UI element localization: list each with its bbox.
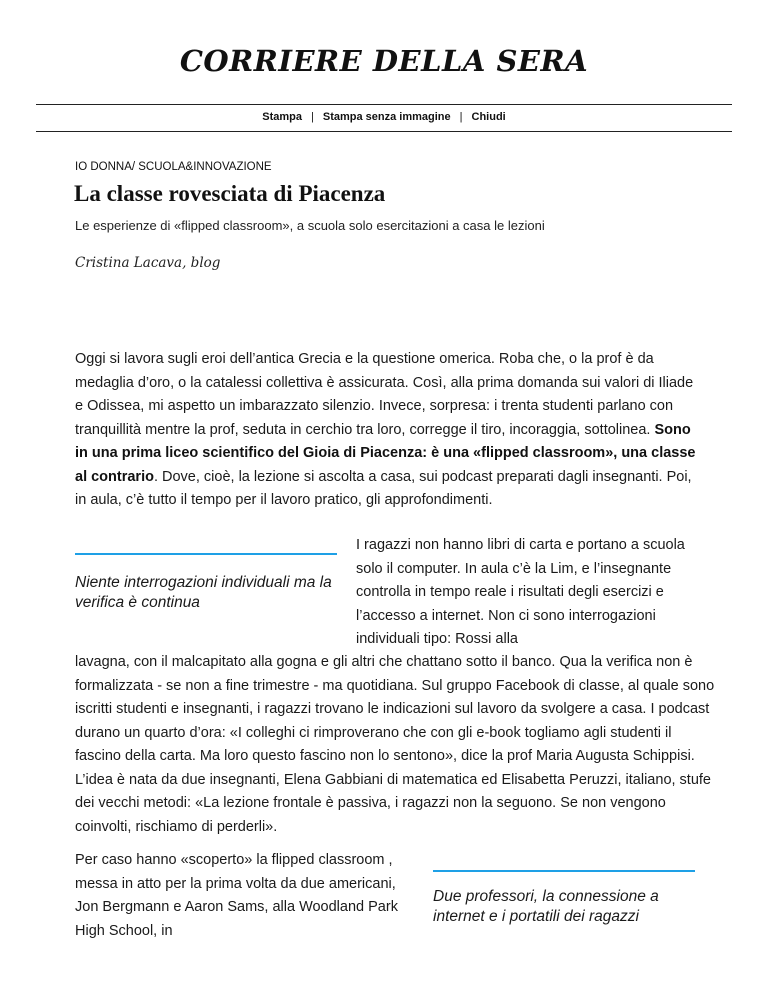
article-paragraph-2-start: I ragazzi non hanno libri di carta e portano a scuola solo il computer. In aula c’è la Lim, e l’insegnante controlla in tempo reale i risultati degli esercizi e l’accesso a internet. Non ci sono interrogazioni individuali tipo: Rossi alla [356,537,685,647]
print-toolbar [0,111,768,123]
print-without-image-link[interactable]: Stampa senza immagine [322,111,451,123]
article-paragraph-1 [75,348,700,513]
section-label: IO DONNA/ SCUOLA&INNOVAZIONE [75,161,272,173]
paragraph-text: Oggi si lavora sugli eroi dell’antica Grecia e la questione omerica. Roba che, o la prof è da medaglia d’oro, o la catalessi collettiva è assicurata. Così, alla prima domanda sui valori di Iliade e Odissea, mi aspetto un imbarazzato silenzio. Invece, sorpresa: i trenta studenti parlano con tranquillità mentre la prof, seduta in cerchio tra loro, corregge il tiro, incoraggia, sottolinea. [75,351,694,438]
article-paragraph-2-rest: lavagna, con il malcapitato alla gogna e gli altri che chattano sotto il banco. Qua la verifica non è formalizzata - se non a fine trimestre - ma quotidiana. Sul gruppo Facebook di classe, al quale sono iscritti studenti e insegnanti, i ragazzi trovano le indicazioni sul lavoro da svolgere a casa. I podcast durano un quarto d’ora: «I colleghi ci rimproverano che con gli e-book togliamo agli studenti il fascino della carta. Ma loro questo fascino non lo sentono», dice la prof Maria Augusta Schippisi. L’idea è nata da due insegnanti, Elena Gabbiani di matematica ed Elisabetta Peruzzi, italiano, stufe dei vecchi metodi: «La lezione frontale è passiva, i ragazzi non la seguono. Se non vengono coinvolti, rischiamo di perderli». [75,654,715,835]
article-subtitle: Le esperienze di «flipped classroom», a scuola solo esercitazioni a casa le lezioni [75,218,545,233]
close-link[interactable]: Chiudi [471,111,506,123]
article-headline: La classe rovesciata di Piacenza [74,181,386,206]
toolbar-separator: | [459,111,463,123]
print-link[interactable]: Stampa [262,111,303,123]
article-paragraph-3: Per caso hanno «scoperto» la flipped classroom , messa in atto per la prima volta da due americani, Jon Bergmann e Aaron Sams, alla Woodland Park High School, in [75,852,398,939]
toolbar-top-rule [36,104,732,105]
pull-quote-2 [433,870,695,927]
toolbar-separator: | [311,111,314,123]
paragraph-bold-text: Sono in una prima liceo scientifico del Gioia di Piacenza: è una «flipped classroom», una classe al contrario [75,421,696,485]
pull-quote-rule [433,870,695,872]
paragraph-text: . Dove, cioè, la lezione si ascolta a casa, sui podcast preparati dagli insegnanti. Poi, in aula, c’è tutto il tempo per il lavoro pratico, gli approfondimenti. [75,468,692,508]
pull-quote-text: Niente interrogazioni individuali ma la verifica è continua [75,574,332,611]
pull-quote-rule [75,553,337,555]
pull-quote-text: Due professori, la connessione a internet e i portatili dei ragazzi [433,888,659,925]
article-byline: Cristina Lacava, blog [75,255,221,271]
toolbar-bottom-rule [36,131,732,132]
pull-quote-1 [75,553,337,613]
masthead-logo: CORRIERE DELLA SERA [179,44,589,78]
